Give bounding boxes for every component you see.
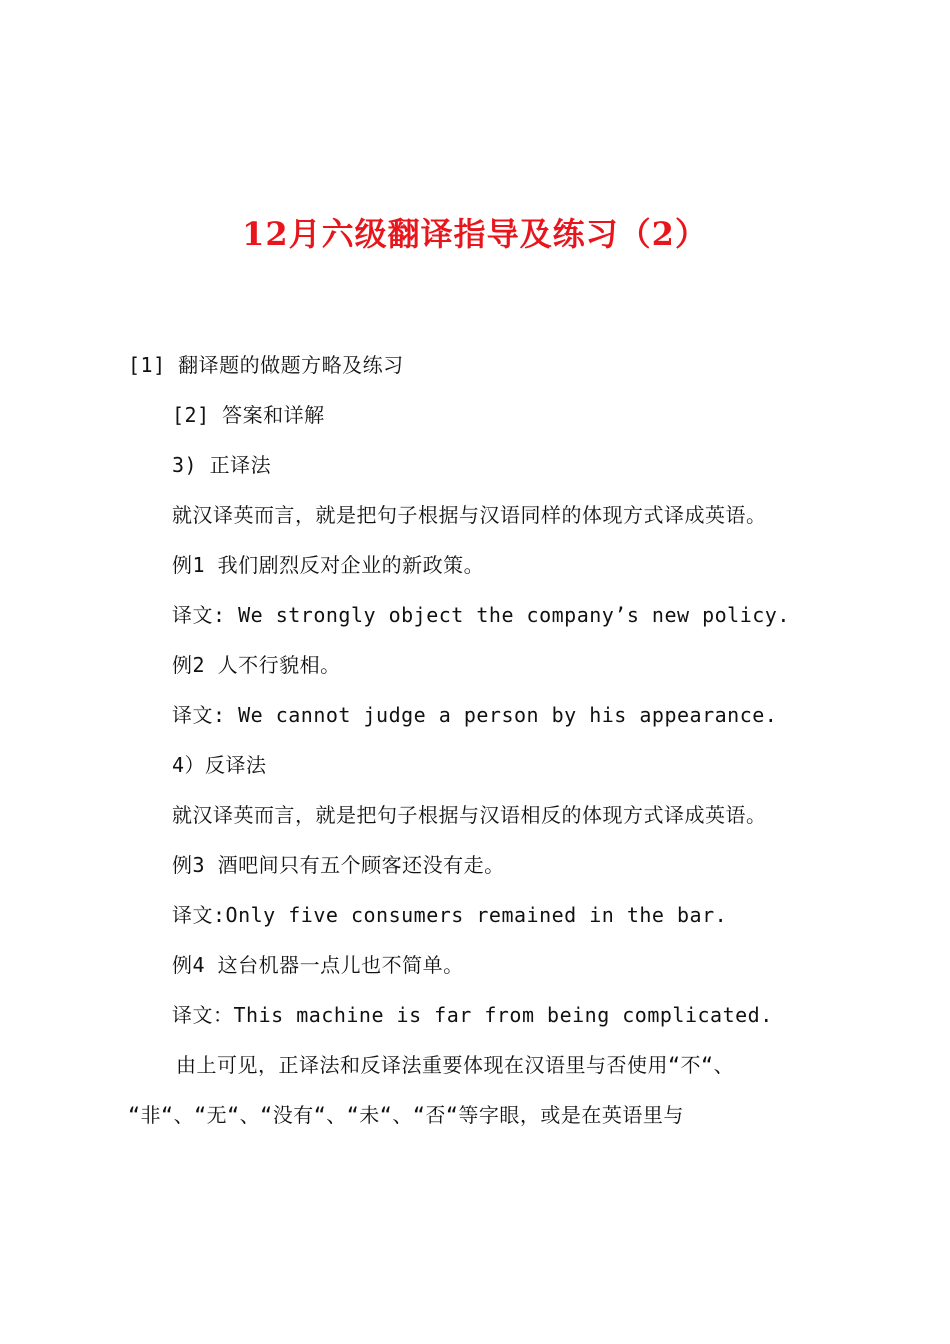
section-heading: 4）反译法 <box>172 753 267 777</box>
translation-line: 译文: We strongly object the company’s new policy. <box>172 603 790 627</box>
translation-line: 译文：This machine is far from being complicated. <box>172 1003 773 1027</box>
paragraph-line: 就汉译英而言，就是把句子根据与汉语相反的体现方式译成英语。 <box>172 803 767 827</box>
paragraph-line: 由上可见，正译法和反译法重要体现在汉语里与否使用“不“、 <box>176 1053 735 1077</box>
page-title: 12月六级翻译指导及练习（2） <box>242 215 708 253</box>
example-line: 例2 人不行貌相。 <box>172 653 341 677</box>
section-heading: 3) 正译法 <box>172 453 272 477</box>
translation-line: 译文:Only five consumers remained in the bar. <box>172 903 728 927</box>
paragraph-line: [1] 翻译题的做题方略及练习 <box>128 353 404 377</box>
example-line: 例4 这台机器一点儿也不简单。 <box>172 953 464 977</box>
example-line: 例3 酒吧间只有五个顾客还没有走。 <box>172 853 505 877</box>
example-line: 例1 我们剧烈反对企业的新政策。 <box>172 553 485 577</box>
translation-line: 译文: We cannot judge a person by his appearance. <box>172 703 778 727</box>
paragraph-line: “非“、“无“、“没有“、“未“、“否“等字眼，或是在英语里与 <box>128 1103 684 1127</box>
paragraph-line: [2] 答案和详解 <box>172 403 325 427</box>
paragraph-line: 就汉译英而言，就是把句子根据与汉语同样的体现方式译成英语。 <box>172 503 767 527</box>
